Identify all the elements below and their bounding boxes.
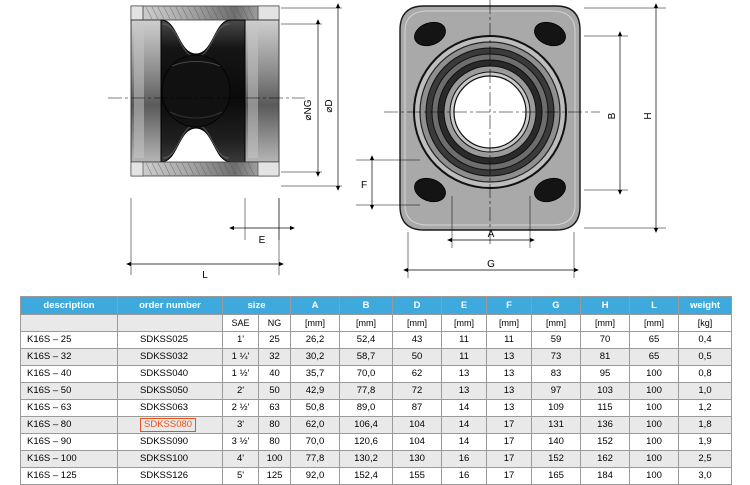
cell-b: 120,6 — [340, 434, 393, 451]
cell-e: 16 — [442, 451, 487, 468]
col-b: B — [340, 297, 393, 315]
cell-b: 152,4 — [340, 468, 393, 485]
col-h: H — [581, 297, 630, 315]
cell-g: 152 — [532, 451, 581, 468]
cell-e: 11 — [442, 349, 487, 366]
cell-l: 100 — [630, 468, 679, 485]
cell-g: 109 — [532, 400, 581, 417]
cell-a: 50,8 — [291, 400, 340, 417]
table-row[interactable] — [21, 468, 732, 485]
cell-d: 104 — [393, 434, 442, 451]
bellows-side-view — [131, 6, 279, 176]
cell-e: 13 — [442, 383, 487, 400]
h-dimension-label: H — [643, 112, 654, 120]
units-h: [mm] — [581, 315, 630, 332]
cell-b: 77,8 — [340, 383, 393, 400]
cell-order-number: SDKSS050 — [118, 383, 223, 400]
units-d: [mm] — [393, 315, 442, 332]
cell-h: 103 — [581, 383, 630, 400]
table-header-row — [21, 297, 732, 315]
cell-f: 17 — [487, 468, 532, 485]
col-order-number: order number — [118, 297, 223, 315]
b-dimension — [584, 36, 628, 190]
cell-d: 87 — [393, 400, 442, 417]
cell-order-number: SDKSS032 — [118, 349, 223, 366]
cell-e: 14 — [442, 417, 487, 434]
cell-b: 70,0 — [340, 366, 393, 383]
a-dimension-label: A — [487, 229, 495, 240]
cell-order-number: SDKSS025 — [118, 332, 223, 349]
cell-a: 35,7 — [291, 366, 340, 383]
cell-l: 65 — [630, 332, 679, 349]
cell-d: 104 — [393, 417, 442, 434]
cell-g: 140 — [532, 434, 581, 451]
cell-a: 92,0 — [291, 468, 340, 485]
col-e: E — [442, 297, 487, 315]
cell-h: 136 — [581, 417, 630, 434]
cell-description: K16S – 90 — [21, 434, 118, 451]
cell-f: 13 — [487, 400, 532, 417]
cell-f: 13 — [487, 366, 532, 383]
cell-b: 89,0 — [340, 400, 393, 417]
units-f: [mm] — [487, 315, 532, 332]
cell-description: K16S – 100 — [21, 451, 118, 468]
units-description — [21, 315, 118, 332]
cell-e: 13 — [442, 366, 487, 383]
cell-sae: 1 ¼' — [223, 349, 259, 366]
units-order-number — [118, 315, 223, 332]
cell-description: K16S – 25 — [21, 332, 118, 349]
cell-d: 62 — [393, 366, 442, 383]
cell-order-number: SDKSS090 — [118, 434, 223, 451]
cell-e: 14 — [442, 400, 487, 417]
specification-table-wrapper — [20, 296, 732, 485]
cell-weight: 0,8 — [679, 366, 732, 383]
col-g: G — [532, 297, 581, 315]
cell-ng: 63 — [259, 400, 291, 417]
cell-sae: 3 ½' — [223, 434, 259, 451]
cell-order-number: SDKSS063 — [118, 400, 223, 417]
cell-f: 17 — [487, 417, 532, 434]
d-dimension — [281, 8, 342, 186]
units-weight: [kg] — [679, 315, 732, 332]
cell-l: 100 — [630, 417, 679, 434]
cell-l: 100 — [630, 451, 679, 468]
table-header — [21, 297, 732, 315]
cell-a: 62,0 — [291, 417, 340, 434]
cell-h: 70 — [581, 332, 630, 349]
cell-b: 52,4 — [340, 332, 393, 349]
cell-b: 130,2 — [340, 451, 393, 468]
cell-g: 131 — [532, 417, 581, 434]
cell-ng: 100 — [259, 451, 291, 468]
cell-g: 73 — [532, 349, 581, 366]
col-a: A — [291, 297, 340, 315]
cell-d: 155 — [393, 468, 442, 485]
l-dimension-label: L — [202, 270, 208, 281]
table-row[interactable] — [21, 349, 732, 366]
cell-sae: 2 ½' — [223, 400, 259, 417]
cell-ng: 80 — [259, 434, 291, 451]
cell-g: 97 — [532, 383, 581, 400]
cell-f: 13 — [487, 383, 532, 400]
table-units-row — [21, 315, 732, 332]
cell-order-number: SDKSS126 — [118, 468, 223, 485]
d-diameter-label: ⌀D — [324, 99, 335, 113]
cell-description: K16S – 80 — [21, 417, 118, 434]
cell-f: 11 — [487, 332, 532, 349]
cell-g: 59 — [532, 332, 581, 349]
table-row[interactable] — [21, 400, 732, 417]
units-e: [mm] — [442, 315, 487, 332]
cell-l: 65 — [630, 349, 679, 366]
cell-h: 162 — [581, 451, 630, 468]
cell-weight: 1,0 — [679, 383, 732, 400]
table-row[interactable] — [21, 332, 732, 349]
cell-a: 42,9 — [291, 383, 340, 400]
cell-g: 83 — [532, 366, 581, 383]
cell-d: 50 — [393, 349, 442, 366]
f-dimension-label: F — [360, 180, 368, 191]
cell-l: 100 — [630, 383, 679, 400]
cell-ng: 125 — [259, 468, 291, 485]
units-l: [mm] — [630, 315, 679, 332]
cell-h: 152 — [581, 434, 630, 451]
l-dimension — [131, 198, 279, 275]
table-row[interactable] — [21, 366, 732, 383]
units-ng: NG — [259, 315, 291, 332]
cell-e: 11 — [442, 332, 487, 349]
cell-f: 17 — [487, 451, 532, 468]
cell-sae: 2' — [223, 383, 259, 400]
cell-d: 43 — [393, 332, 442, 349]
cell-h: 184 — [581, 468, 630, 485]
cell-weight: 0,4 — [679, 332, 732, 349]
cell-order-number — [118, 417, 223, 434]
col-f: F — [487, 297, 532, 315]
e-dimension — [234, 198, 290, 240]
cell-ng: 25 — [259, 332, 291, 349]
cell-l: 100 — [630, 434, 679, 451]
highlighted-order-number: SDKSS080 — [140, 418, 196, 432]
cell-l: 100 — [630, 366, 679, 383]
table-row[interactable] — [21, 434, 732, 451]
table-row[interactable] — [21, 451, 732, 468]
col-weight: weight — [679, 297, 732, 315]
cell-a: 26,2 — [291, 332, 340, 349]
cell-g: 165 — [532, 468, 581, 485]
cell-description: K16S – 50 — [21, 383, 118, 400]
col-l: L — [630, 297, 679, 315]
cell-f: 17 — [487, 434, 532, 451]
e-dimension-label: E — [258, 235, 266, 246]
cell-l: 100 — [630, 400, 679, 417]
cell-ng: 80 — [259, 417, 291, 434]
cell-a: 77,8 — [291, 451, 340, 468]
cell-h: 115 — [581, 400, 630, 417]
cell-description: K16S – 125 — [21, 468, 118, 485]
cell-weight: 3,0 — [679, 468, 732, 485]
cell-description: K16S – 32 — [21, 349, 118, 366]
cell-sae: 1 ½' — [223, 366, 259, 383]
specification-table — [20, 296, 732, 485]
cell-weight: 1,9 — [679, 434, 732, 451]
cell-h: 81 — [581, 349, 630, 366]
cell-b: 58,7 — [340, 349, 393, 366]
units-b: [mm] — [340, 315, 393, 332]
cell-sae: 1' — [223, 332, 259, 349]
cell-order-number: SDKSS100 — [118, 451, 223, 468]
cell-ng: 50 — [259, 383, 291, 400]
cell-sae: 3' — [223, 417, 259, 434]
cell-d: 72 — [393, 383, 442, 400]
cell-d: 130 — [393, 451, 442, 468]
table-body — [21, 315, 732, 485]
units-a: [mm] — [291, 315, 340, 332]
cell-a: 30,2 — [291, 349, 340, 366]
cell-order-number: SDKSS040 — [118, 366, 223, 383]
cell-ng: 32 — [259, 349, 291, 366]
col-description: description — [21, 297, 118, 315]
cell-f: 13 — [487, 349, 532, 366]
units-sae: SAE — [223, 315, 259, 332]
cell-description: K16S – 63 — [21, 400, 118, 417]
cell-e: 16 — [442, 468, 487, 485]
cell-weight: 0,5 — [679, 349, 732, 366]
cell-e: 14 — [442, 434, 487, 451]
cell-weight: 1,8 — [679, 417, 732, 434]
units-g: [mm] — [532, 315, 581, 332]
cell-a: 70,0 — [291, 434, 340, 451]
cell-h: 95 — [581, 366, 630, 383]
cell-weight: 1,2 — [679, 400, 732, 417]
col-size: size — [223, 297, 291, 315]
ng-diameter-label: ⌀NG — [303, 99, 314, 121]
g-dimension-label: G — [487, 259, 495, 270]
b-dimension-label: B — [607, 112, 618, 120]
cell-description: K16S – 40 — [21, 366, 118, 383]
cell-b: 106,4 — [340, 417, 393, 434]
table-row-highlighted[interactable] — [21, 417, 732, 434]
col-d: D — [393, 297, 442, 315]
cell-sae: 5' — [223, 468, 259, 485]
cell-sae: 4' — [223, 451, 259, 468]
cell-weight: 2,5 — [679, 451, 732, 468]
cell-ng: 40 — [259, 366, 291, 383]
table-row[interactable] — [21, 383, 732, 400]
